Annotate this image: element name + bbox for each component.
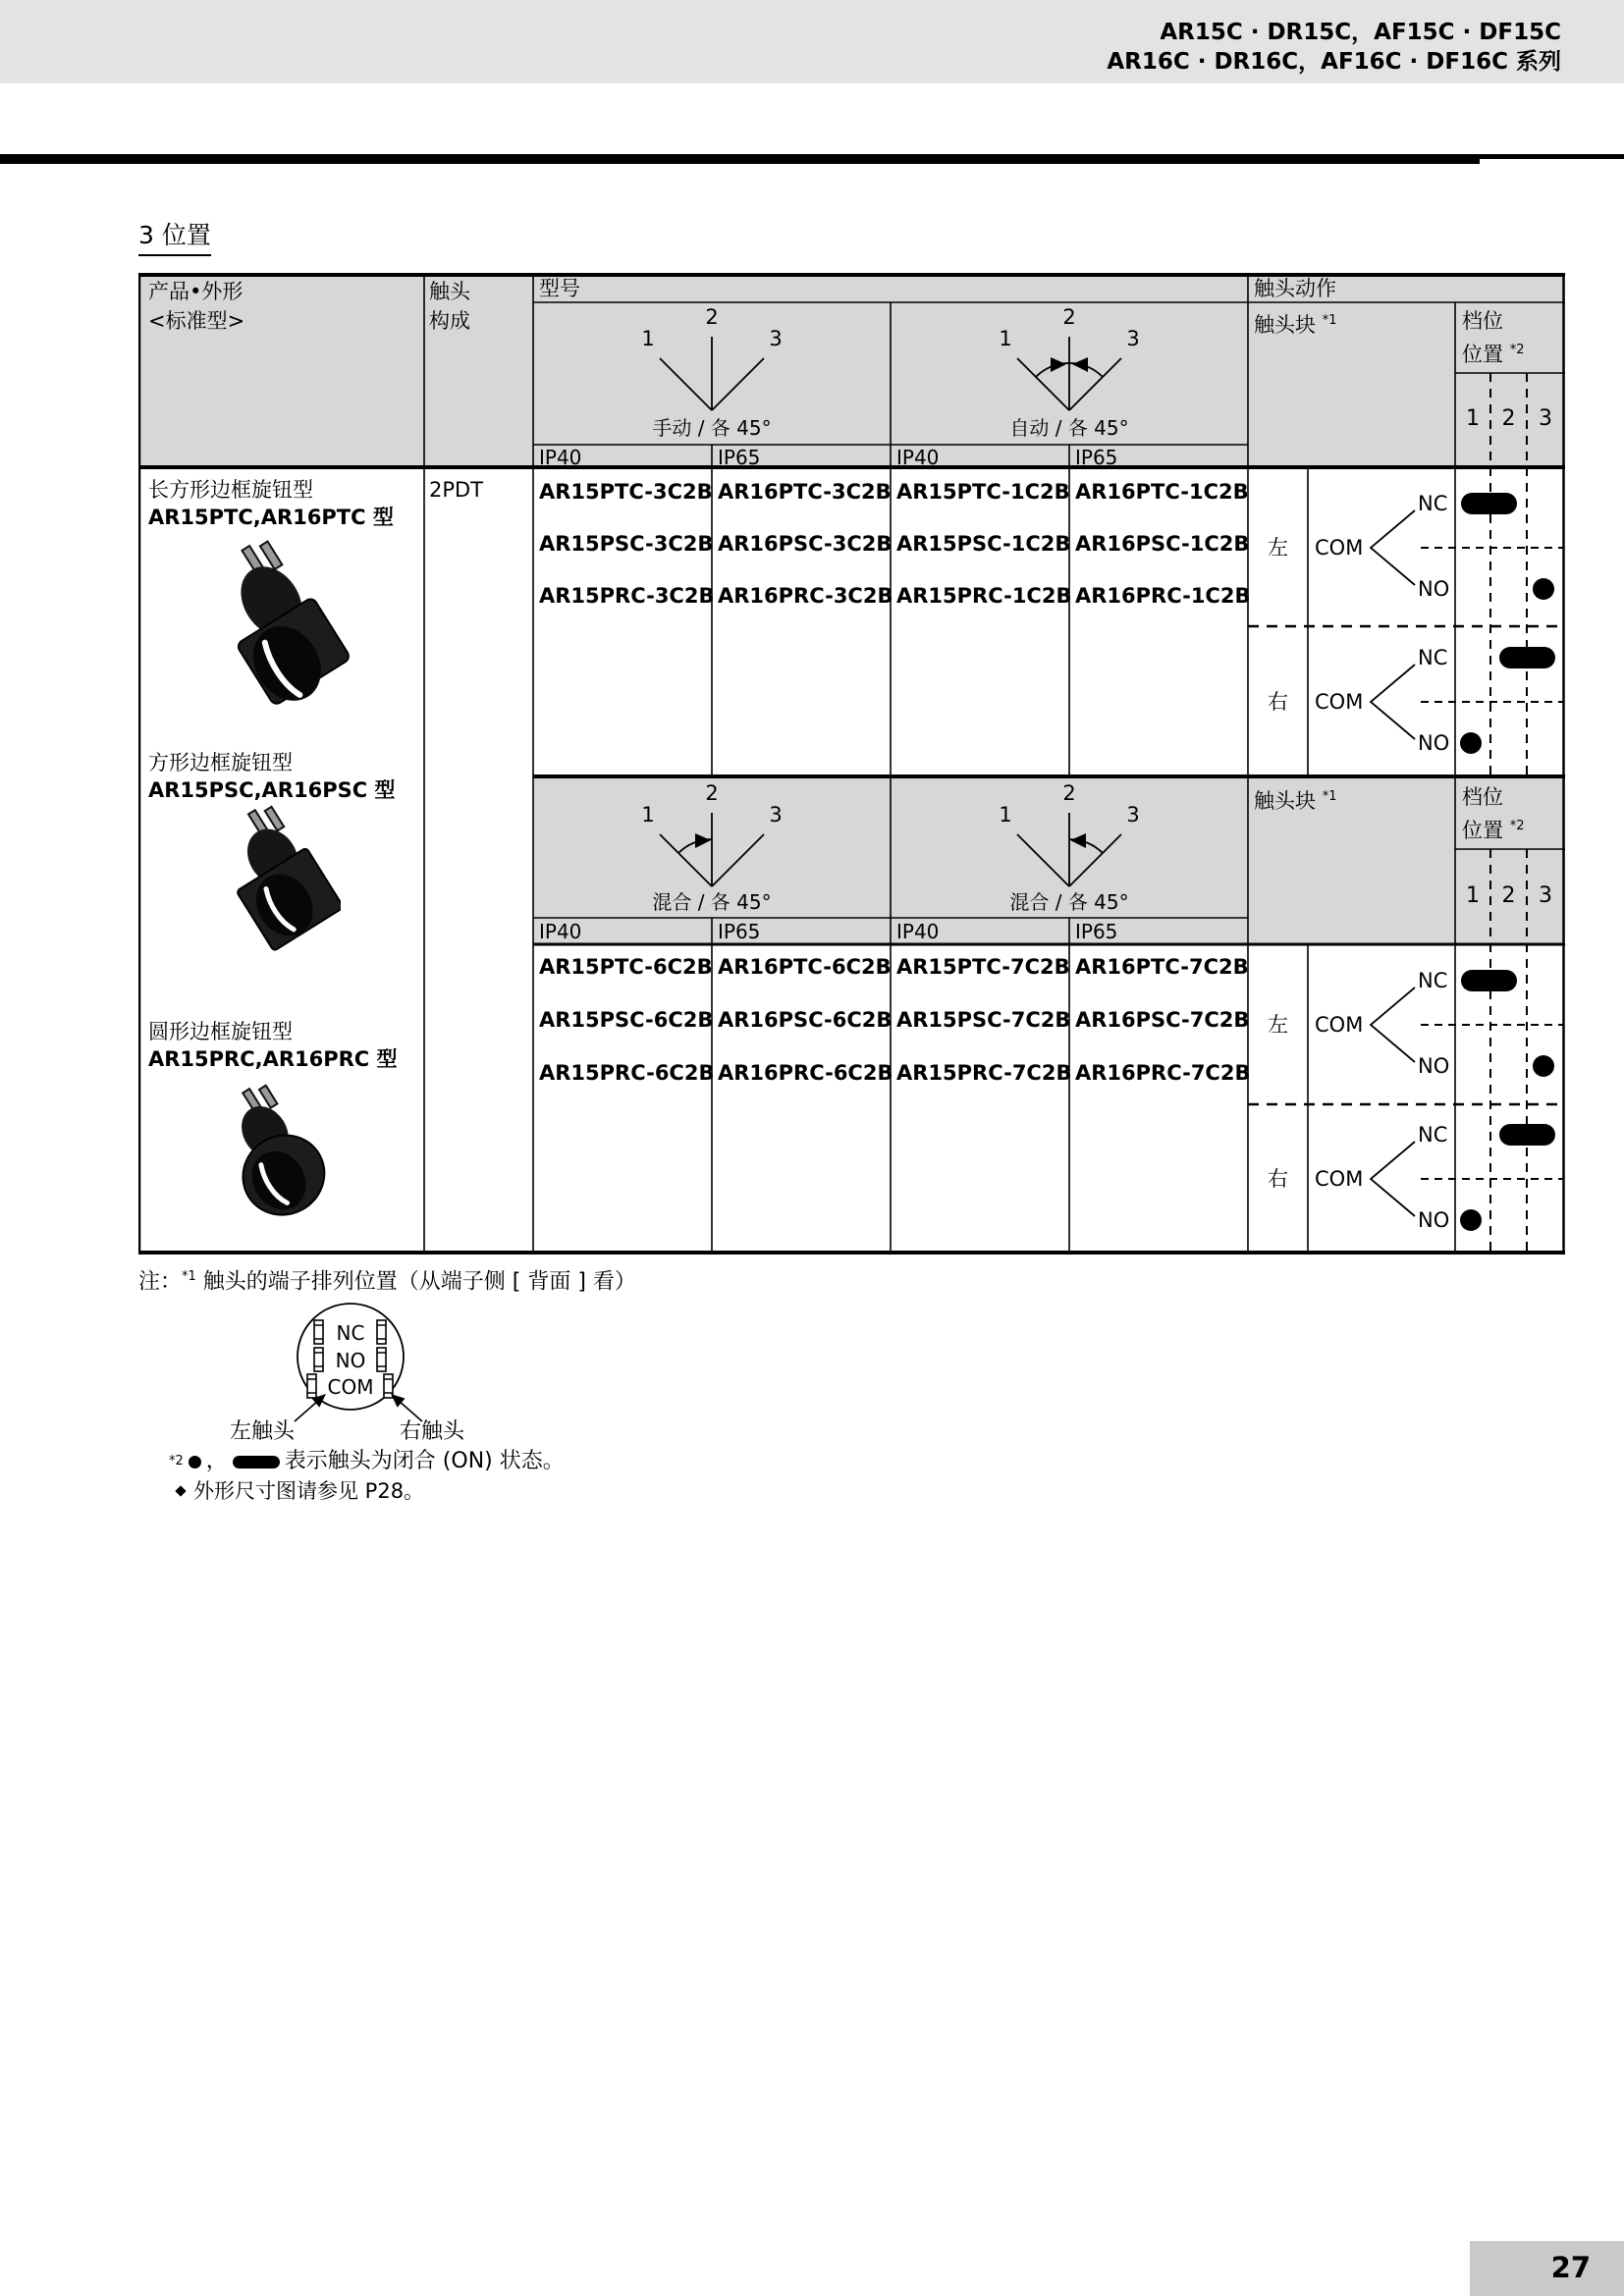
selector-table [138, 273, 1565, 1255]
model-cell: AR15PSC-6C2B [539, 1008, 714, 1032]
model-cell: AR16PRC-3C2B [718, 584, 893, 608]
table-graphics [138, 273, 1565, 1255]
footnote1-ref: *1 [182, 1269, 196, 1284]
model-cell: AR15PTC-6C2B [539, 955, 713, 979]
action-col-header: 触头动作 [1254, 277, 1336, 300]
manual-pos3-label: 3 [769, 327, 783, 350]
footnote-terminal [138, 1264, 636, 1295]
ip-label-b1-1: IP40 [539, 446, 582, 469]
notch-header-line2-b1 [1462, 338, 1524, 367]
manual-angle-diagram [660, 337, 764, 410]
footnote-prefix: 注： [138, 1269, 183, 1295]
notch-pos-2-b2: 2 [1501, 883, 1516, 908]
model-cell: AR15PTC-1C2B [896, 480, 1070, 504]
mixed-right-pos2-label: 2 [1062, 781, 1076, 805]
no-label: NO [1418, 1208, 1450, 1232]
auto-arrowhead-left [1051, 357, 1066, 372]
contact-col-header-line1: 触头 [429, 280, 470, 303]
ip-label-b2-4: IP65 [1075, 920, 1118, 943]
nc-label: NC [1418, 969, 1448, 992]
model-cell: AR16PSC-3C2B [718, 532, 893, 556]
nc-label: NC [1418, 646, 1448, 669]
product2-type: 方形边框旋钮型 [148, 751, 293, 774]
auto-pos1-label: 1 [999, 327, 1012, 350]
footnote2-text: 表示触头为闭合 (ON) 状态。 [284, 1449, 565, 1473]
product3-models: AR15PRC,AR16PRC 型 [148, 1047, 398, 1071]
manual-caption: 手动 / 各 45° [652, 416, 772, 440]
b2-left-no-on-mark [1533, 1055, 1554, 1077]
com-label: COM [1315, 1013, 1364, 1037]
auto-arrowhead-right [1072, 357, 1088, 372]
side-label-right-b1: 右 [1268, 690, 1288, 714]
footnote-dimensions [177, 1478, 424, 1504]
on-state-pill-icon [233, 1456, 280, 1468]
divider-bar-thin [1480, 154, 1624, 159]
contact-block-text: 触头块 [1254, 313, 1316, 337]
product-col-header-sub: <标准型> [148, 309, 245, 333]
com-fork-lines [1371, 510, 1415, 1216]
notch-header-line1-b2: 档位 [1462, 785, 1503, 809]
terminal-nc-label: NC [336, 1321, 365, 1345]
com-label: COM [1315, 690, 1364, 714]
contact-block-footnote-ref: *1 [1322, 789, 1337, 804]
grid-thick-lines [138, 275, 1565, 1253]
mixed-left-arrowhead [695, 833, 711, 848]
footnote2-ref: *2 [169, 1454, 184, 1468]
footnote3-text: 外形尺寸图请参见 P28。 [193, 1479, 425, 1503]
notch-text: 位置 [1462, 819, 1503, 842]
manual-pos1-label: 1 [641, 327, 655, 350]
b2-right-no-on-mark [1460, 1209, 1482, 1231]
contact-block-footnote-ref: *1 [1322, 313, 1337, 328]
series-header-line2: AR16C · DR16C，AF16C · DF16C 系列 [1107, 49, 1561, 75]
com-label: COM [1315, 536, 1364, 560]
no-label: NO [1418, 577, 1450, 601]
model-cell: AR16PSC-6C2B [718, 1008, 893, 1032]
notch-pos-1-b1: 1 [1466, 406, 1480, 431]
footnote-on-state [169, 1449, 565, 1474]
side-label-left-b2: 左 [1268, 1013, 1288, 1037]
mixed-right-pos1-label: 1 [999, 803, 1012, 827]
ip-label-b1-2: IP65 [718, 446, 761, 469]
contact-block-header-label-b1 [1254, 308, 1336, 338]
mixed-right-pos3-label: 3 [1126, 803, 1140, 827]
auto-pos2-label: 2 [1062, 305, 1076, 329]
no-label: NO [1418, 1054, 1450, 1078]
notch-pos-1-b2: 1 [1466, 883, 1480, 908]
notch-header-line1-b1: 档位 [1462, 309, 1503, 333]
model-cell: AR16PTC-6C2B [718, 955, 892, 979]
contact-makeup-value: 2PDT [429, 478, 484, 502]
left-contact-label: 左触头 [229, 1419, 295, 1444]
page-number: 27 [1550, 2251, 1591, 2284]
auto-caption: 自动 / 各 45° [1009, 416, 1129, 440]
model-cell: AR16PSC-1C2B [1075, 532, 1250, 556]
product-photo-square-bezel [223, 805, 341, 960]
product2-models: AR15PSC,AR16PSC 型 [148, 778, 396, 802]
model-cell: AR16PTC-7C2B [1075, 955, 1249, 979]
no-label: NO [1418, 731, 1450, 755]
mixed-left-pos1-label: 1 [641, 803, 655, 827]
model-cell: AR15PSC-3C2B [539, 532, 714, 556]
product1-models: AR15PTC,AR16PTC 型 [148, 506, 394, 529]
nc-label: NC [1418, 492, 1448, 515]
model-cell: AR15PRC-6C2B [539, 1061, 715, 1085]
side-label-left-b1: 左 [1268, 536, 1288, 560]
mixed-left-caption: 混合 / 各 45° [652, 890, 772, 914]
notch-footnote-ref: *2 [1509, 343, 1525, 357]
divider-bar-thick [0, 154, 1480, 164]
model-cell: AR15PRC-1C2B [896, 584, 1072, 608]
right-contact-label: 右触头 [399, 1419, 464, 1444]
diamond-bullet-icon [175, 1485, 186, 1496]
ip-label-b1-4: IP65 [1075, 446, 1118, 469]
footnote2-comma: ， [205, 1449, 228, 1473]
b1-left-nc-on-mark [1461, 493, 1517, 514]
product3-type: 圆形边框旋钮型 [148, 1020, 293, 1043]
notch-pos-2-b1: 2 [1501, 406, 1516, 431]
model-cell: AR16PRC-6C2B [718, 1061, 893, 1085]
auto-pos3-label: 3 [1126, 327, 1140, 350]
section-title: 3 位置 [138, 216, 211, 256]
terminal-com-label: COM [327, 1375, 374, 1399]
model-cell: AR15PRC-3C2B [539, 584, 715, 608]
b1-left-no-on-mark [1533, 578, 1554, 600]
side-label-right-b2: 右 [1268, 1167, 1288, 1191]
contact-block-text: 触头块 [1254, 789, 1316, 813]
model-cell: AR15PTC-7C2B [896, 955, 1070, 979]
mixed-right-arrowhead [1070, 833, 1086, 848]
model-cell: AR16PRC-1C2B [1075, 584, 1251, 608]
notch-footnote-ref: *2 [1509, 819, 1525, 833]
product-col-header: 产品•外形 [148, 280, 244, 303]
model-cell: AR15PSC-1C2B [896, 532, 1071, 556]
ip-label-b2-1: IP40 [539, 920, 582, 943]
manual-pos2-label: 2 [705, 305, 719, 329]
mixed-left-pos3-label: 3 [769, 803, 783, 827]
model-cell: AR16PTC-1C2B [1075, 480, 1249, 504]
b2-left-nc-on-mark [1461, 970, 1517, 991]
nc-label: NC [1418, 1123, 1448, 1147]
b1-right-no-on-mark [1460, 732, 1482, 754]
com-label: COM [1315, 1167, 1364, 1191]
contact-col-header-line2: 构成 [429, 309, 470, 333]
series-header [1107, 18, 1561, 77]
product-photo-rectangular-bezel [217, 536, 350, 737]
footnote1-text: 触头的端子排列位置（从端子侧 [ 背面 ] 看） [202, 1269, 636, 1295]
model-col-header: 型号 [539, 277, 580, 300]
product1-type: 长方形边框旋钮型 [148, 478, 313, 502]
ip-label-b2-2: IP65 [718, 920, 761, 943]
model-cell: AR16PRC-7C2B [1075, 1061, 1251, 1085]
notch-pos-3-b1: 3 [1539, 406, 1552, 431]
model-cell: AR16PTC-3C2B [718, 480, 892, 504]
model-cell: AR15PSC-7C2B [896, 1008, 1071, 1032]
mixed-right-caption: 混合 / 各 45° [1009, 890, 1129, 914]
on-state-dot-icon [189, 1456, 201, 1468]
terminal-no-label: NO [335, 1349, 366, 1372]
product-photo-round-bezel [219, 1084, 332, 1231]
contact-block-header-label-b2 [1254, 784, 1336, 814]
contact-on-marks [1460, 493, 1555, 1231]
mixed-right-angle-diagram [1017, 813, 1121, 886]
model-cell: AR15PRC-7C2B [896, 1061, 1072, 1085]
ip-label-b2-3: IP40 [896, 920, 940, 943]
page-number-box [1470, 2241, 1624, 2296]
mixed-left-angle-diagram [660, 813, 764, 886]
series-header-line1: AR15C · DR15C，AF15C · DF15C [1160, 20, 1561, 45]
b1-right-nc-on-mark [1499, 647, 1555, 668]
auto-angle-diagram [1017, 337, 1121, 410]
grid-border-lines [139, 275, 1564, 1253]
model-cell: AR15PTC-3C2B [539, 480, 713, 504]
b2-right-nc-on-mark [1499, 1124, 1555, 1146]
model-cell: AR16PSC-7C2B [1075, 1008, 1250, 1032]
notch-header-line2-b2 [1462, 814, 1524, 843]
notch-text: 位置 [1462, 343, 1503, 366]
notch-pos-3-b2: 3 [1539, 883, 1552, 908]
mixed-left-pos2-label: 2 [705, 781, 719, 805]
com-dashed-lines [1421, 548, 1563, 1179]
ip-label-b1-3: IP40 [896, 446, 940, 469]
